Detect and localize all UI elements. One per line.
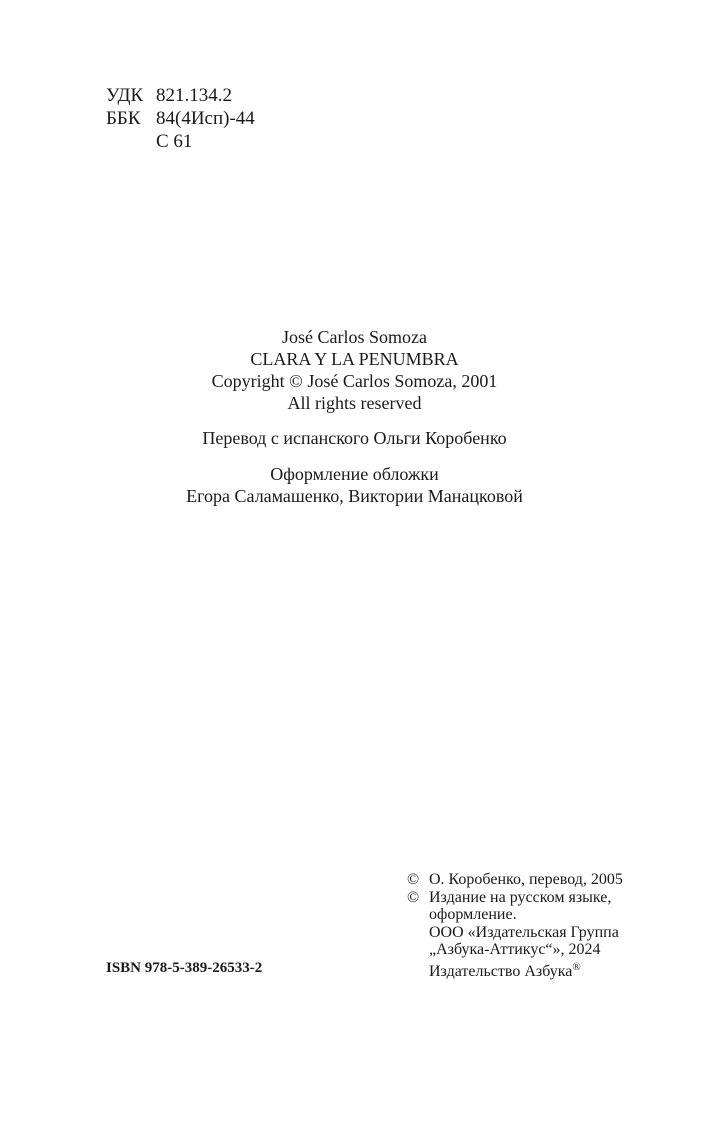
copyright-edition-line: „Азбука-Аттикус“», 2024 <box>429 941 601 958</box>
copyright-translation-text: О. Коробенко, перевод, 2005 <box>429 871 623 888</box>
translation-block <box>0 427 709 449</box>
original-copyright: Copyright © José Carlos Somoza, 2001 <box>211 371 498 391</box>
author-mark-row <box>106 130 255 153</box>
cover-design-label: Оформление обложки <box>270 464 439 484</box>
author-mark: С 61 <box>156 131 193 152</box>
copyright-edition-line: ООО «Издательская Группа <box>429 923 619 941</box>
original-author: José Carlos Somoza <box>282 327 427 347</box>
copyright-sign: © <box>407 888 420 906</box>
registered-mark: ® <box>572 960 581 973</box>
bbk-label: ББК <box>106 108 141 129</box>
udk-row <box>106 84 255 107</box>
bbk-row <box>106 107 255 130</box>
classification-block <box>106 84 255 153</box>
cover-designers: Егора Саламашенко, Виктории Манацковой <box>186 486 523 506</box>
copyright-entry-translation <box>407 871 623 889</box>
udk-label: УДК <box>106 85 144 106</box>
copyright-edition-line: Издание на русском языке, <box>429 888 612 906</box>
original-rights: All rights reserved <box>287 393 422 413</box>
copyright-edition-line-last <box>429 959 619 981</box>
udk-value: 821.134.2 <box>156 85 232 106</box>
copyright-entry-edition <box>407 889 623 981</box>
copyright-notices <box>407 871 623 980</box>
copyright-edition-line: оформление. <box>429 906 517 923</box>
publisher-name: Издательство Азбука <box>429 962 573 980</box>
bbk-value: 84(4Исп)-44 <box>156 108 255 129</box>
isbn: ISBN 978-5-389-26533-2 <box>106 960 263 976</box>
original-edition-block <box>0 326 709 414</box>
translation-credit: Перевод с испанского Ольги Коробенко <box>202 428 507 448</box>
cover-design-block <box>0 463 709 507</box>
copyright-sign: © <box>407 871 420 888</box>
copyright-edition-text <box>429 889 619 981</box>
original-title: CLARA Y LA PENUMBRA <box>250 349 459 369</box>
